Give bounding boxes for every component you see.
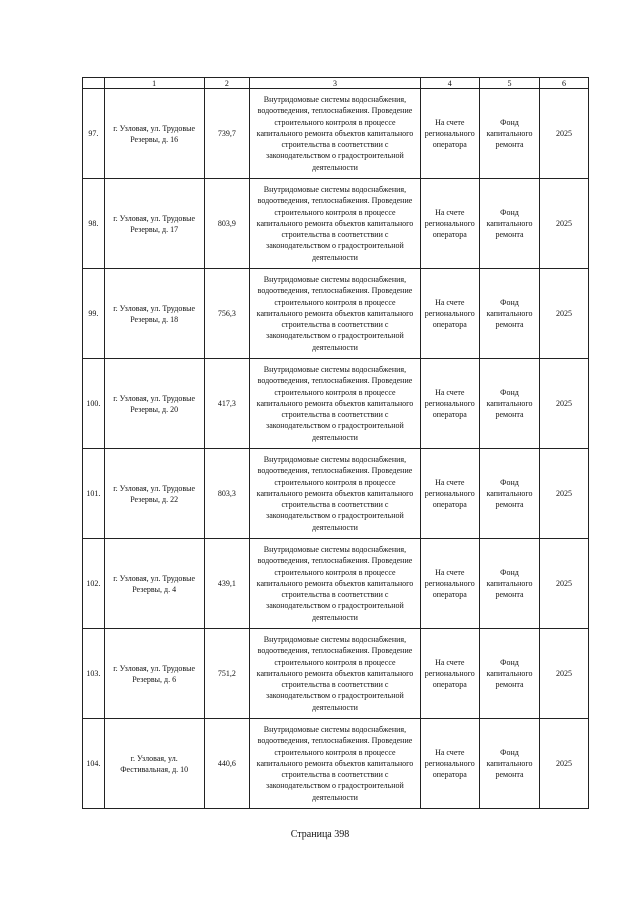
table-row [83, 269, 589, 359]
funding-source-cell: На счете регионального оператора [420, 89, 479, 179]
header-cell: 5 [479, 78, 539, 89]
row-number: 97. [83, 89, 105, 179]
table-row [83, 359, 589, 449]
funding-source-cell: На счете регионального оператора [420, 179, 479, 269]
table-body [83, 78, 589, 809]
row-number: 103. [83, 629, 105, 719]
work-description-cell: Внутридомовые системы водоснабжения, водоотведения, теплоснабжения. Проведение строительного контроля в процессе капитального ремонта объектов капитального строительства в соответствии с законодательством о градостроительной деятельности [250, 89, 420, 179]
year-cell: 2025 [540, 539, 589, 629]
fund-cell: Фонд капитального ремонта [479, 449, 539, 539]
year-cell: 2025 [540, 449, 589, 539]
work-description-cell: Внутридомовые системы водоснабжения, водоотведения, теплоснабжения. Проведение строительного контроля в процессе капитального ремонта объектов капитального строительства в соответствии с законодательством о градостроительной деятельности [250, 629, 420, 719]
row-number: 100. [83, 359, 105, 449]
fund-cell: Фонд капитального ремонта [479, 89, 539, 179]
header-cell: 4 [420, 78, 479, 89]
year-cell: 2025 [540, 269, 589, 359]
row-number: 98. [83, 179, 105, 269]
funding-source-cell: На счете регионального оператора [420, 359, 479, 449]
row-number: 102. [83, 539, 105, 629]
address-cell: г. Узловая, ул. Трудовые Резервы, д. 4 [104, 539, 204, 629]
area-cell: 439,1 [204, 539, 250, 629]
area-cell: 739,7 [204, 89, 250, 179]
address-cell: г. Узловая, ул. Трудовые Резервы, д. 6 [104, 629, 204, 719]
table-row [83, 89, 589, 179]
fund-cell: Фонд капитального ремонта [479, 269, 539, 359]
header-row [83, 78, 589, 89]
fund-cell: Фонд капитального ремонта [479, 359, 539, 449]
row-number: 99. [83, 269, 105, 359]
header-cell: 1 [104, 78, 204, 89]
page-number: Страница 398 [290, 829, 350, 840]
funding-source-cell: На счете регионального оператора [420, 539, 479, 629]
area-cell: 756,3 [204, 269, 250, 359]
header-cell: 6 [540, 78, 589, 89]
funding-source-cell: На счете регионального оператора [420, 269, 479, 359]
area-cell: 417,3 [204, 359, 250, 449]
address-cell: г. Узловая, ул. Фестивальная, д. 10 [104, 719, 204, 809]
table-row [83, 449, 589, 539]
year-cell: 2025 [540, 629, 589, 719]
funding-source-cell: На счете регионального оператора [420, 629, 479, 719]
area-cell: 803,3 [204, 449, 250, 539]
area-cell: 751,2 [204, 629, 250, 719]
fund-cell: Фонд капитального ремонта [479, 629, 539, 719]
funding-source-cell: На счете регионального оператора [420, 719, 479, 809]
year-cell: 2025 [540, 359, 589, 449]
work-description-cell: Внутридомовые системы водоснабжения, водоотведения, теплоснабжения. Проведение строительного контроля в процессе капитального ремонта объектов капитального строительства в соответствии с законодательством о градостроительной деятельности [250, 539, 420, 629]
table-row [83, 539, 589, 629]
table-row [83, 719, 589, 809]
address-cell: г. Узловая, ул. Трудовые Резервы, д. 22 [104, 449, 204, 539]
funding-source-cell: На счете регионального оператора [420, 449, 479, 539]
row-number: 104. [83, 719, 105, 809]
fund-cell: Фонд капитального ремонта [479, 539, 539, 629]
year-cell: 2025 [540, 179, 589, 269]
address-cell: г. Узловая, ул. Трудовые Резервы, д. 17 [104, 179, 204, 269]
area-cell: 803,9 [204, 179, 250, 269]
header-cell: 2 [204, 78, 250, 89]
fund-cell: Фонд капитального ремонта [479, 719, 539, 809]
table-row [83, 179, 589, 269]
work-description-cell: Внутридомовые системы водоснабжения, водоотведения, теплоснабжения. Проведение строительного контроля в процессе капитального ремонта объектов капитального строительства в соответствии с законодательством о градостроительной деятельности [250, 449, 420, 539]
address-cell: г. Узловая, ул. Трудовые Резервы, д. 20 [104, 359, 204, 449]
work-description-cell: Внутридомовые системы водоснабжения, водоотведения, теплоснабжения. Проведение строительного контроля в процессе капитального ремонта объектов капитального строительства в соответствии с законодательством о градостроительной деятельности [250, 719, 420, 809]
row-number: 101. [83, 449, 105, 539]
work-description-cell: Внутридомовые системы водоснабжения, водоотведения, теплоснабжения. Проведение строительного контроля в процессе капитального ремонта объектов капитального строительства в соответствии с законодательством о градостроительной деятельности [250, 269, 420, 359]
area-cell: 440,6 [204, 719, 250, 809]
works-table [82, 77, 589, 809]
address-cell: г. Узловая, ул. Трудовые Резервы, д. 18 [104, 269, 204, 359]
address-cell: г. Узловая, ул. Трудовые Резервы, д. 16 [104, 89, 204, 179]
year-cell: 2025 [540, 89, 589, 179]
year-cell: 2025 [540, 719, 589, 809]
work-description-cell: Внутридомовые системы водоснабжения, водоотведения, теплоснабжения. Проведение строительного контроля в процессе капитального ремонта объектов капитального строительства в соответствии с законодательством о градостроительной деятельности [250, 179, 420, 269]
fund-cell: Фонд капитального ремонта [479, 179, 539, 269]
table-row [83, 629, 589, 719]
header-cell-blank [83, 78, 105, 89]
work-description-cell: Внутридомовые системы водоснабжения, водоотведения, теплоснабжения. Проведение строительного контроля в процессе капитального ремонта объектов капитального строительства в соответствии с законодательством о градостроительной деятельности [250, 359, 420, 449]
header-cell: 3 [250, 78, 420, 89]
